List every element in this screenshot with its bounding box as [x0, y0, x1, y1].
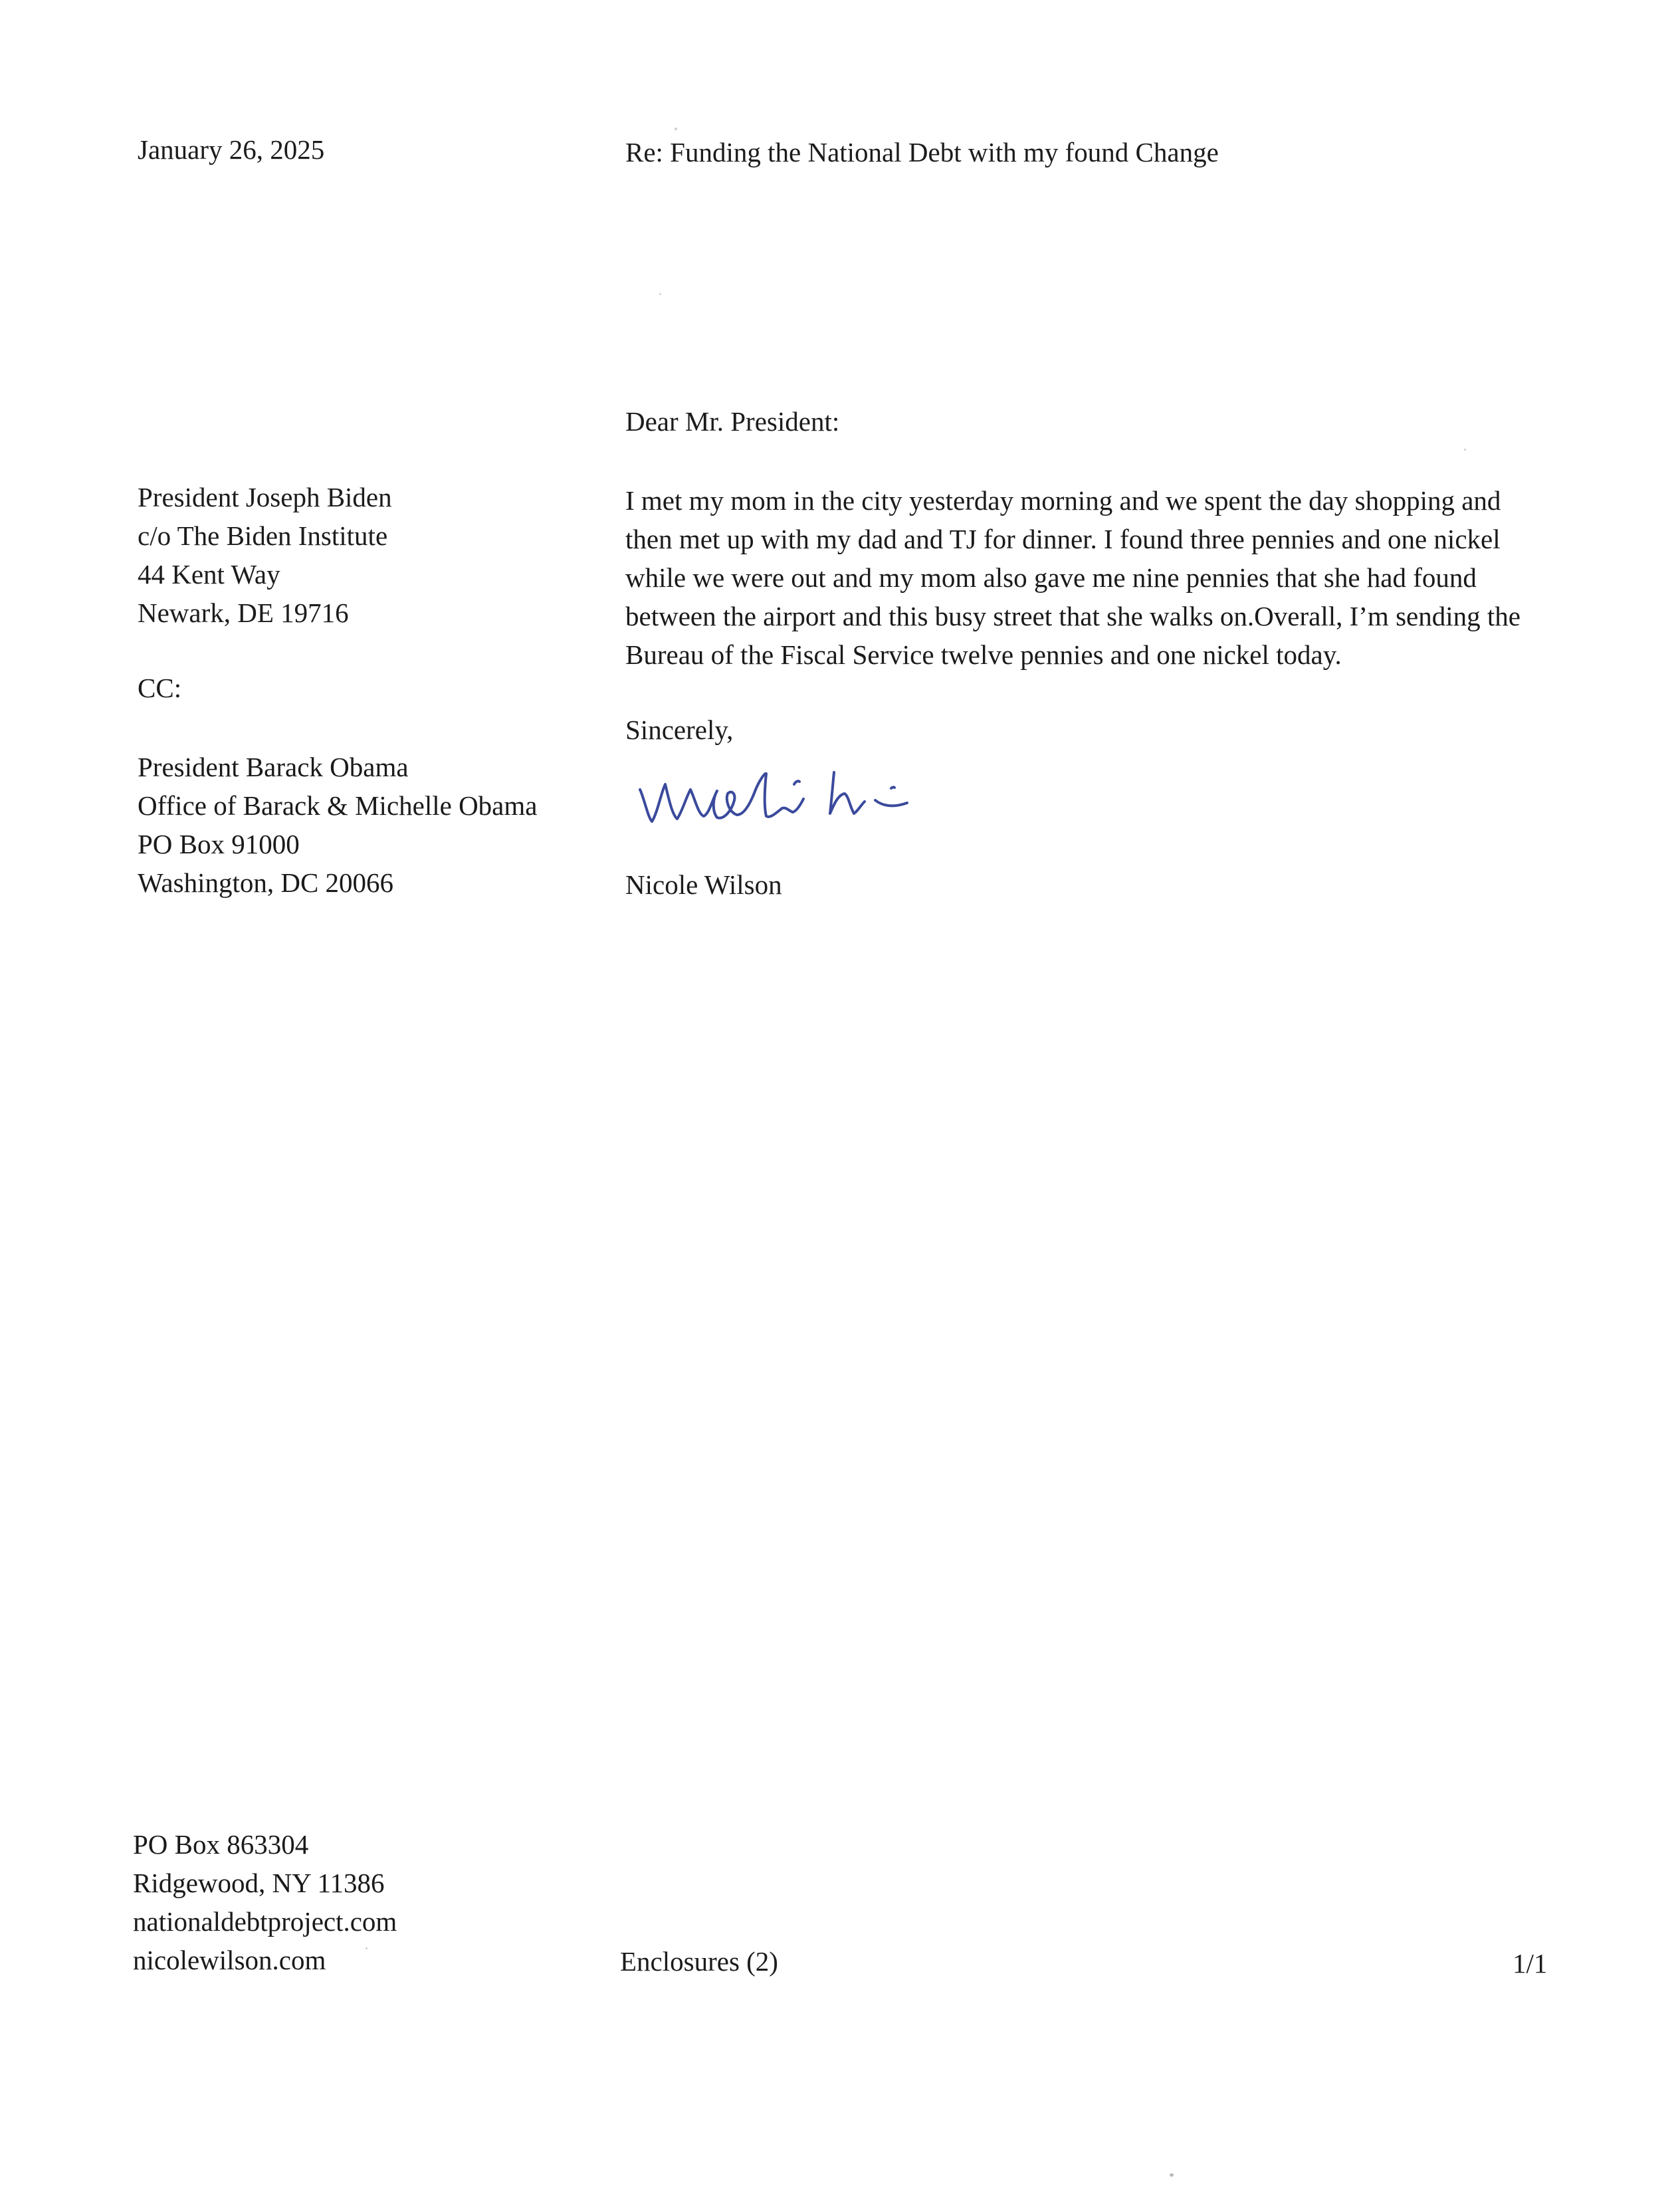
scan-speck — [659, 293, 661, 295]
signer-name: Nicole Wilson — [625, 869, 782, 900]
scan-speck — [1464, 449, 1466, 451]
body-line: I met my mom in the city yesterday morning and we spent the day shopping and — [625, 485, 1501, 516]
salutation: Dear Mr. President: — [625, 406, 840, 437]
recipient-line: Newark, DE 19716 — [138, 598, 349, 628]
sender-line: Ridgewood, NY 11386 — [133, 1868, 385, 1898]
handwritten-signature — [635, 758, 980, 844]
cc-line: Washington, DC 20066 — [138, 867, 394, 898]
letter-subject: Re: Funding the National Debt with my found Change — [625, 137, 1219, 167]
sender-line: PO Box 863304 — [133, 1829, 309, 1860]
recipient-address — [138, 478, 392, 632]
recipient-line: 44 Kent Way — [138, 559, 280, 590]
letter-body — [625, 481, 1542, 674]
cc-label: CC: — [138, 673, 182, 703]
cc-address — [138, 748, 537, 902]
sender-line: nationaldebtproject.com — [133, 1906, 397, 1937]
enclosures-note: Enclosures (2) — [620, 1946, 778, 1977]
scan-speck — [366, 1947, 368, 1949]
body-line: Bureau of the Fiscal Service twelve pennies and one nickel today. — [625, 639, 1342, 670]
page-number: 1/1 — [1513, 1948, 1548, 1979]
scan-speck — [1170, 2173, 1174, 2177]
cc-line: PO Box 91000 — [138, 829, 300, 859]
body-line: between the airport and this busy street that she walks on.Overall, I’m sending the — [625, 601, 1521, 631]
body-line: while we were out and my mom also gave me nine pennies that she had found — [625, 562, 1477, 593]
scan-speck — [675, 128, 677, 130]
cc-line: President Barack Obama — [138, 752, 409, 782]
body-line: then met up with my dad and TJ for dinner. I found three pennies and one nickel — [625, 524, 1501, 554]
closing: Sincerely, — [625, 714, 734, 745]
sender-footer — [133, 1825, 397, 1979]
letter-date: January 26, 2025 — [138, 134, 325, 165]
recipient-line: President Joseph Biden — [138, 482, 392, 512]
sender-line: nicolewilson.com — [133, 1945, 326, 1975]
cc-line: Office of Barack & Michelle Obama — [138, 790, 538, 821]
recipient-line: c/o The Biden Institute — [138, 520, 388, 551]
